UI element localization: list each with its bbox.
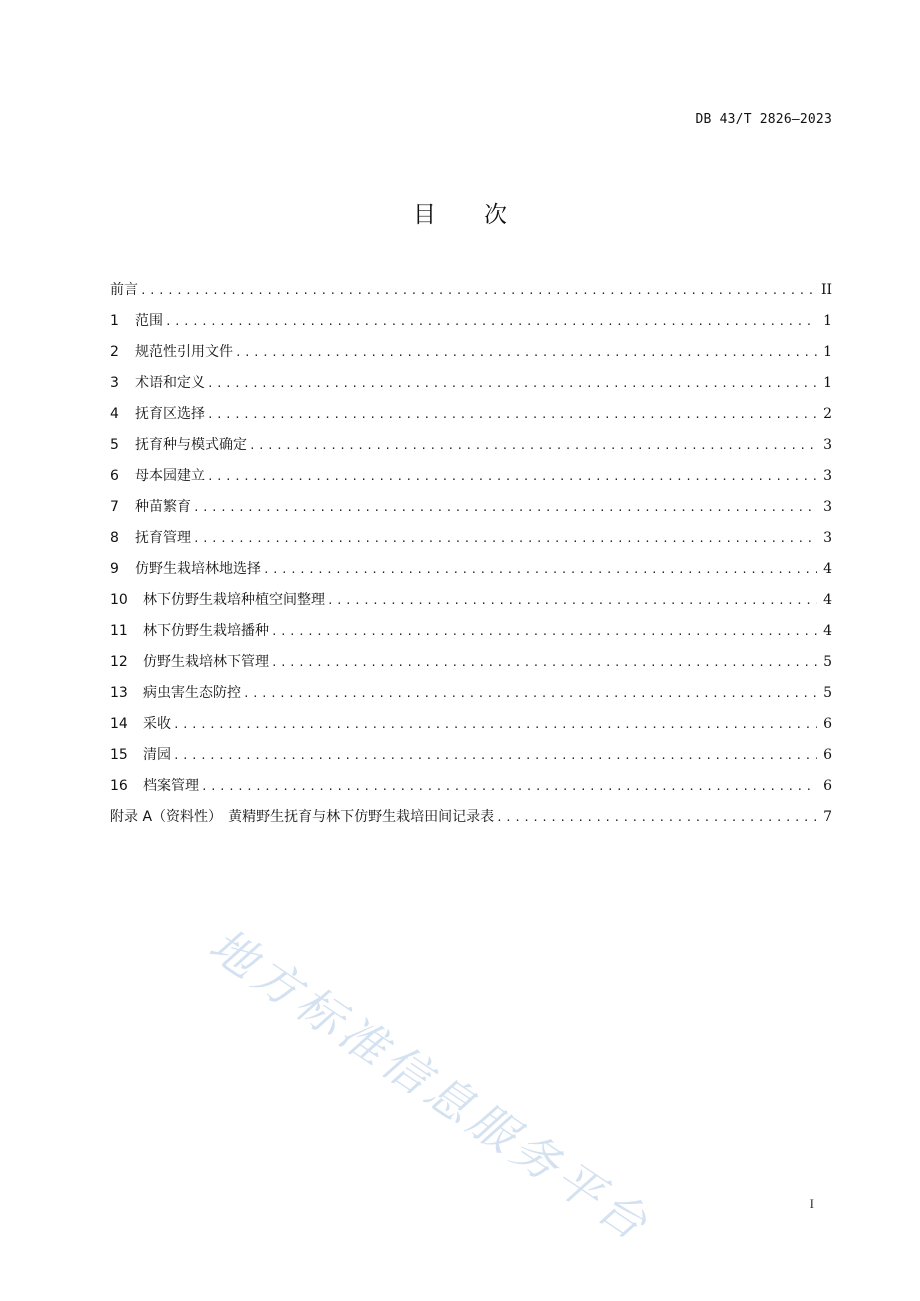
toc-entry-page: 6 (823, 747, 832, 763)
toc-leader-dots (207, 373, 817, 394)
table-of-contents (110, 280, 832, 838)
toc-leader-dots (193, 497, 817, 518)
toc-entry-number: 16 (110, 778, 128, 794)
toc-leader-dots (243, 683, 817, 704)
toc-entry-page: II (820, 282, 832, 298)
toc-entry-label: 档案管理 (143, 778, 199, 794)
toc-entry-label: 术语和定义 (135, 375, 205, 391)
toc-entry-label: 抚育区选择 (135, 406, 205, 422)
toc-leader-dots (263, 559, 817, 580)
toc-entry-page: 1 (823, 313, 832, 329)
toc-entry-number: 6 (110, 468, 119, 484)
toc-entry[interactable] (110, 404, 832, 435)
toc-entry-label: 采收 (143, 716, 171, 732)
toc-entry-page: 3 (823, 468, 832, 484)
toc-leader-dots (165, 311, 817, 332)
toc-leader-dots (207, 466, 817, 487)
toc-entry-label: 病虫害生态防控 (143, 685, 241, 701)
toc-entry-label: 前言 (110, 282, 138, 298)
toc-leader-dots (496, 807, 817, 828)
toc-entry-page: 5 (823, 654, 832, 670)
toc-leader-dots (193, 528, 817, 549)
toc-entry-page: 3 (823, 437, 832, 453)
toc-leader-dots (207, 404, 817, 425)
toc-entry[interactable] (110, 373, 832, 404)
toc-entry-label: 规范性引用文件 (135, 344, 233, 360)
toc-entry-label: 林下仿野生栽培播种 (143, 623, 269, 639)
watermark: 地方标准信息服务平台 (199, 917, 662, 1254)
toc-entry-label: 范围 (135, 313, 163, 329)
toc-leader-dots (327, 590, 817, 611)
toc-entry-page: 4 (823, 623, 832, 639)
toc-entry-number: 3 (110, 375, 119, 391)
toc-leader-dots (271, 621, 817, 642)
toc-entry[interactable] (110, 683, 832, 714)
toc-leader-dots (140, 280, 815, 301)
annex-prefix: 附录 A（资料性） (110, 809, 223, 825)
toc-entry[interactable] (110, 497, 832, 528)
toc-entry-label: 仿野生栽培林地选择 (135, 561, 261, 577)
toc-entry-number: 5 (110, 437, 119, 453)
annex-page: 7 (823, 809, 832, 825)
toc-leader-dots (173, 714, 817, 735)
toc-entry-number: 4 (110, 406, 119, 422)
toc-entry[interactable] (110, 528, 832, 559)
toc-leader-dots (271, 652, 817, 673)
toc-entry[interactable] (110, 342, 832, 373)
toc-entry[interactable] (110, 311, 832, 342)
toc-entry-label: 种苗繁育 (135, 499, 191, 515)
toc-entry-page: 3 (823, 499, 832, 515)
toc-entry-foreword[interactable] (110, 280, 832, 311)
toc-entry-page: 1 (823, 344, 832, 360)
page-title: 目次 (413, 202, 555, 228)
toc-entry-number: 12 (110, 654, 128, 670)
toc-entry-page: 6 (823, 716, 832, 732)
toc-entry-page: 4 (823, 592, 832, 608)
toc-entry[interactable] (110, 776, 832, 807)
toc-entry[interactable] (110, 745, 832, 776)
toc-entry-number: 13 (110, 685, 128, 701)
toc-entry-page: 5 (823, 685, 832, 701)
footer-page-number: I (809, 1196, 814, 1211)
toc-entry[interactable] (110, 621, 832, 652)
toc-entry-page: 6 (823, 778, 832, 794)
toc-entry-label: 抚育管理 (135, 530, 191, 546)
toc-entry-page: 4 (823, 561, 832, 577)
toc-entry-number: 8 (110, 530, 119, 546)
toc-entry-page: 2 (823, 406, 832, 422)
toc-leader-dots (173, 745, 817, 766)
toc-leader-dots (235, 342, 817, 363)
toc-entry[interactable] (110, 435, 832, 466)
document-code: DB 43/T 2826—2023 (695, 112, 832, 127)
toc-entry-number: 2 (110, 344, 119, 360)
annex-label: 黄精野生抚育与林下仿野生栽培田间记录表 (228, 809, 495, 825)
toc-leader-dots (201, 776, 817, 797)
toc-entry-number: 14 (110, 716, 128, 732)
toc-entry-label: 清园 (143, 747, 171, 763)
toc-entry[interactable] (110, 590, 832, 621)
toc-entry-label: 母本园建立 (135, 468, 205, 484)
toc-entry-page: 1 (823, 375, 832, 391)
toc-entry-number: 7 (110, 499, 119, 515)
toc-entry-label: 仿野生栽培林下管理 (143, 654, 269, 670)
toc-entry-number: 10 (110, 592, 128, 608)
toc-entry[interactable] (110, 466, 832, 497)
toc-entry[interactable] (110, 559, 832, 590)
toc-entry[interactable] (110, 714, 832, 745)
toc-entry-number: 11 (110, 623, 128, 639)
toc-entry[interactable] (110, 652, 832, 683)
toc-entry-label: 林下仿野生栽培种植空间整理 (143, 592, 325, 608)
toc-entry-label: 抚育种与模式确定 (135, 437, 247, 453)
toc-entry-number: 9 (110, 561, 119, 577)
toc-leader-dots (249, 435, 817, 456)
toc-entry-annex-a[interactable] (110, 807, 832, 838)
toc-entry-number: 1 (110, 313, 119, 329)
toc-entry-number: 15 (110, 747, 128, 763)
toc-entry-page: 3 (823, 530, 832, 546)
